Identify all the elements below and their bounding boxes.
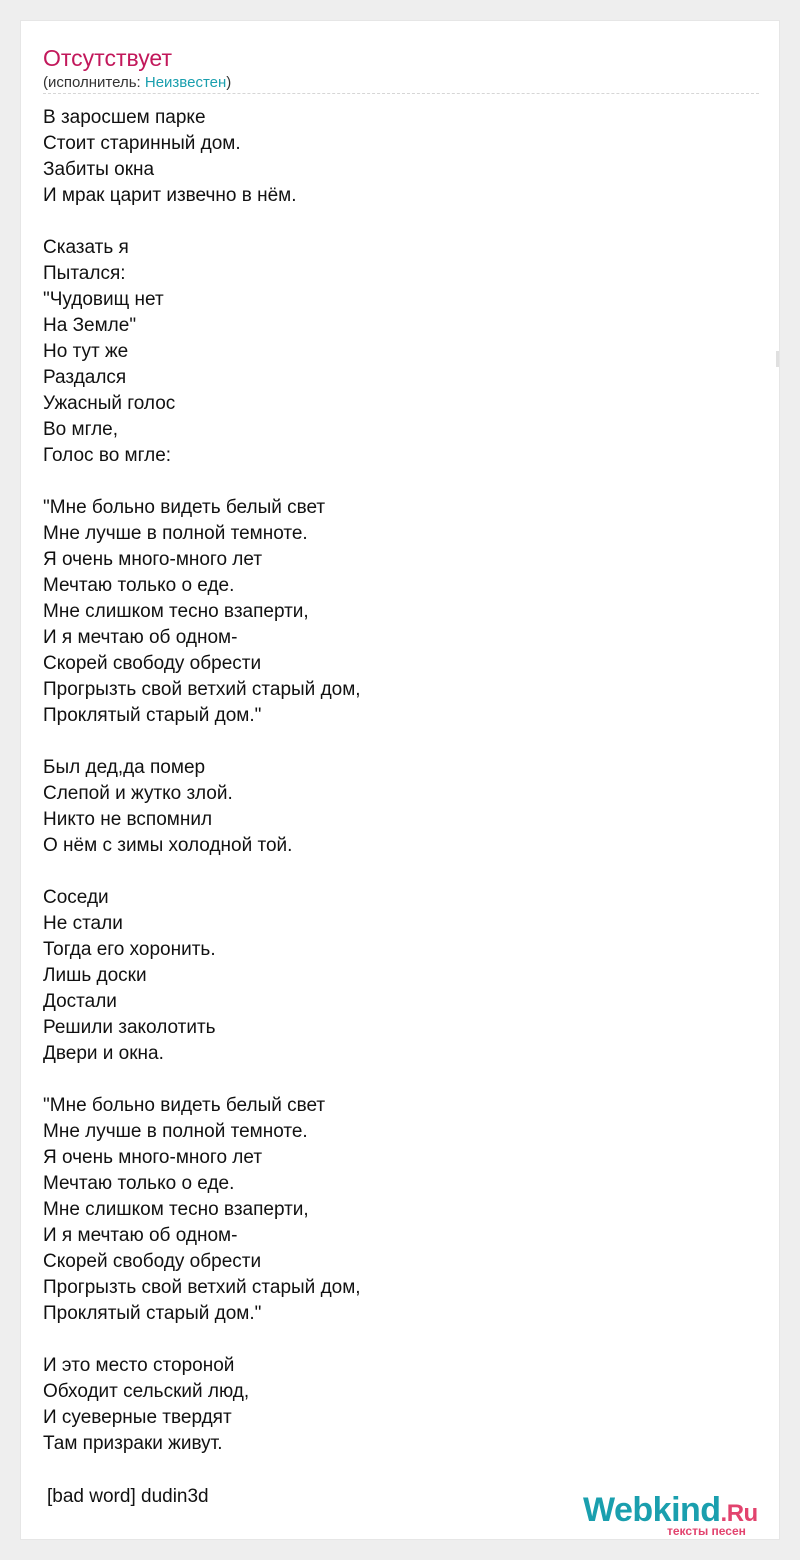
meta-suffix: ): [226, 74, 232, 91]
logo-brand-tld: .Ru: [720, 1500, 758, 1527]
lyric-line: [43, 1067, 743, 1093]
lyric-line: Проклятый старый дом.": [43, 1303, 262, 1324]
lyric-line: Забиты окна: [43, 159, 155, 180]
song-meta: [43, 74, 231, 92]
lyric-line: На Земле": [43, 315, 137, 336]
lyric-line: "Чудовищ нет: [43, 289, 164, 310]
lyric-line: И я мечтаю об одном-: [43, 1225, 238, 1246]
lyric-line: Был дед,да помер: [43, 757, 206, 778]
lyric-line: Мне лучше в полной темноте.: [43, 523, 308, 544]
lyrics-credit: [bad word] dudin3d: [47, 1486, 209, 1507]
lyric-line: Мечтаю только о еде.: [43, 575, 235, 596]
lyric-line: Пытался:: [43, 263, 126, 284]
lyric-line: И это место стороной: [43, 1355, 235, 1376]
lyric-line: Мне слишком тесно взаперти,: [43, 1199, 309, 1220]
lyric-line: Там призраки живут.: [43, 1433, 223, 1454]
lyric-line: Тогда его хоронить.: [43, 939, 216, 960]
lyric-line: Сказать я: [43, 237, 129, 258]
lyric-line: Прогрызть свой ветхий старый дом,: [43, 679, 361, 700]
lyric-line: Стоит старинный дом.: [43, 133, 241, 154]
site-logo[interactable]: [583, 1491, 779, 1541]
lyric-line: [43, 469, 743, 495]
song-title: Отсутствует: [43, 45, 172, 71]
lyric-line: И я мечтаю об одном-: [43, 627, 238, 648]
lyric-line: Во мгле,: [43, 419, 119, 440]
lyric-line: Проклятый старый дом.": [43, 705, 262, 726]
edge-scroll-marker: [776, 351, 779, 367]
song-page: [20, 20, 780, 1540]
lyric-line: В заросшем парке: [43, 107, 206, 128]
lyric-line: И мрак царит извечно в нём.: [43, 185, 297, 206]
lyric-line: Мне слишком тесно взаперти,: [43, 601, 309, 622]
lyric-line: Я очень много-много лет: [43, 1147, 263, 1168]
meta-prefix: (исполнитель:: [43, 74, 145, 91]
artist-link[interactable]: Неизвестен: [144, 74, 227, 91]
lyric-line: Не стали: [43, 913, 123, 934]
logo-tagline: тексты песен: [667, 1524, 746, 1538]
lyric-line: Достали: [43, 991, 117, 1012]
lyric-line: [43, 729, 743, 755]
lyric-line: Никто не вспомнил: [43, 809, 213, 830]
lyric-line: Я очень много-много лет: [43, 549, 263, 570]
lyric-line: Двери и окна.: [43, 1043, 164, 1064]
lyric-line: Раздался: [43, 367, 127, 388]
lyric-line: Прогрызть свой ветхий старый дом,: [43, 1277, 361, 1298]
lyric-line: Но тут же: [43, 341, 129, 362]
lyric-line: "Мне больно видеть белый свет: [43, 1095, 326, 1116]
title-divider: [43, 93, 759, 94]
lyric-line: Слепой и жутко злой.: [43, 783, 233, 804]
lyric-line: Голос во мгле:: [43, 445, 172, 466]
lyric-line: [43, 1327, 743, 1353]
lyrics-body: [43, 105, 743, 1457]
lyric-line: [43, 859, 743, 885]
logo-brand-name: Webkind: [583, 1491, 721, 1529]
lyric-line: Ужасный голос: [43, 393, 176, 414]
lyric-line: И суеверные твердят: [43, 1407, 232, 1428]
lyric-line: Лишь доски: [43, 965, 147, 986]
lyric-line: Скорей свободу обрести: [43, 1251, 262, 1272]
lyric-line: Обходит сельский люд,: [43, 1381, 250, 1402]
lyric-line: Мечтаю только о еде.: [43, 1173, 235, 1194]
lyric-line: Скорей свободу обрести: [43, 653, 262, 674]
lyric-line: О нём с зимы холодной той.: [43, 835, 293, 856]
lyric-line: Соседи: [43, 887, 109, 908]
lyric-line: [43, 209, 743, 235]
lyric-line: "Мне больно видеть белый свет: [43, 497, 326, 518]
lyric-line: Решили заколотить: [43, 1017, 216, 1038]
lyric-line: Мне лучше в полной темноте.: [43, 1121, 308, 1142]
